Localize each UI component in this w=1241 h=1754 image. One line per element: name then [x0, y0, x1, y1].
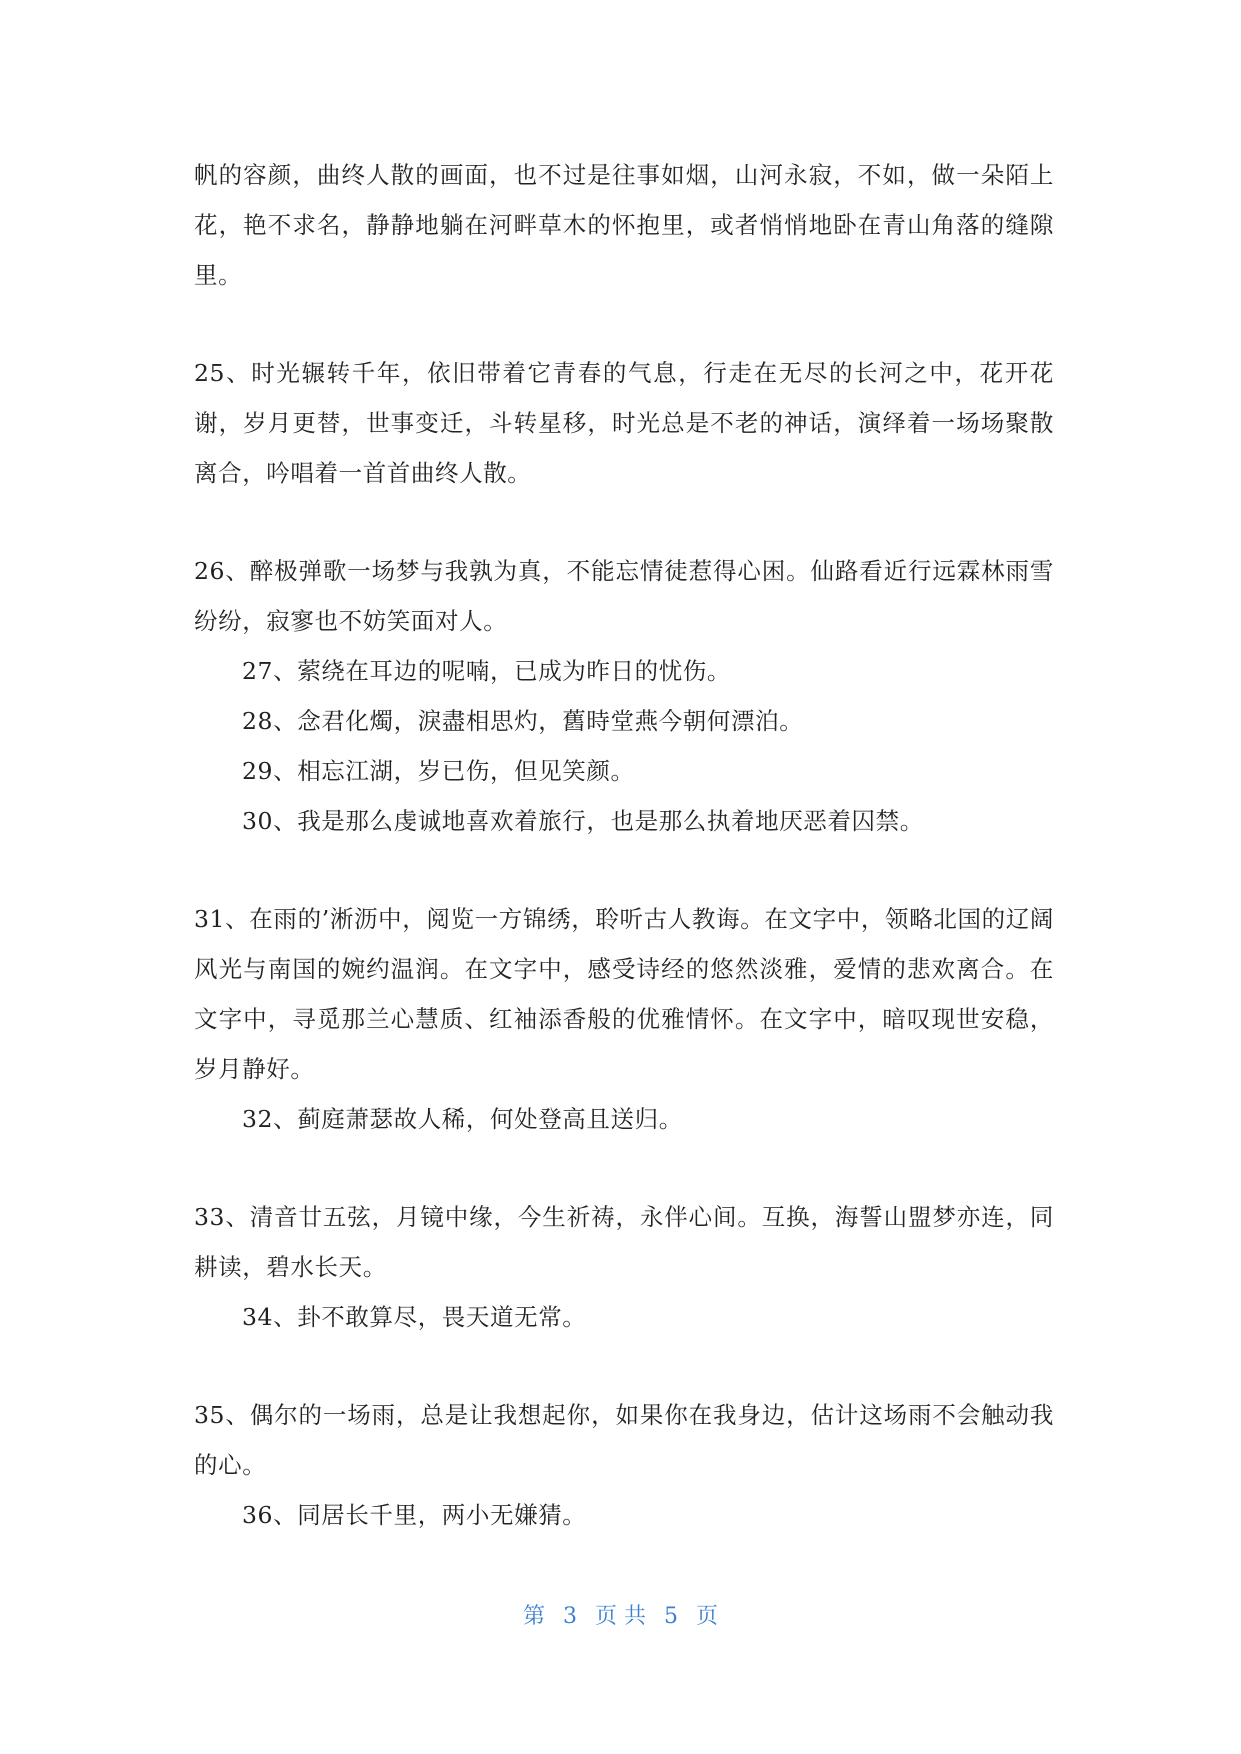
paragraph-32: 32、蓟庭萧瑟故人稀，何处登高且送归。	[242, 1105, 683, 1133]
footer-ye: 页	[696, 1604, 719, 1629]
paragraph-31: 31、在雨的’淅沥中，阅览一方锦绣，聆听古人教诲。在文字中，领略北国的辽阔风光与南国的婉约温润。在文字中，感受诗经的悠然淡雅，爱情的悲欢离合。在文字中，寻觅那兰心慧质、红袖添香般的优雅情怀。在文字中，暗叹现世安稳，岁月静好。	[194, 905, 1054, 1083]
document-body	[194, 150, 1054, 1540]
paragraph-28: 28、念君化燭，淚盡相思灼，舊時堂燕今朝何漂泊。	[242, 707, 804, 735]
paragraph-34: 34、卦不敢算尽，畏天道无常。	[242, 1303, 587, 1331]
paragraph-27: 27、萦绕在耳边的呢喃，已成为昨日的忧伤。	[242, 657, 732, 685]
paragraph-35: 35、偶尔的一场雨，总是让我想起你，如果你在我身边，估计这场雨不会触动我的心。	[194, 1401, 1054, 1479]
paragraph-25: 25、时光辗转千年，依旧带着它青春的气息，行走在无尽的长河之中，花开花谢，岁月更替，世事变迁，斗转星移，时光总是不老的神话，演绎着一场场聚散离合，吟唱着一首首曲终人散。	[194, 359, 1054, 487]
footer-total-pages: 5	[664, 1604, 678, 1629]
footer-ye-gong: 页 共	[595, 1604, 646, 1629]
paragraph-continuation: 帆的容颜，曲终人散的画面，也不过是往事如烟，山河永寂，不如，做一朵陌上花，艳不求名，静静地躺在河畔草木的怀抱里，或者悄悄地卧在青山角落的缝隙里。	[194, 161, 1054, 289]
footer-di: 第	[522, 1604, 545, 1629]
paragraph-30: 30、我是那么虔诚地喜欢着旅行，也是那么执着地厌恶着囚禁。	[242, 807, 924, 835]
paragraph-36: 36、同居长千里，两小无嫌猜。	[242, 1501, 587, 1529]
footer-current-page: 3	[563, 1604, 577, 1629]
paragraph-29: 29、相忘江湖，岁已伤，但见笑颜。	[242, 757, 635, 785]
paragraph-33: 33、清音廿五弦，月镜中缘，今生祈祷，永伴心间。互换，海誓山盟梦亦连，同耕读，碧水长天。	[194, 1203, 1054, 1281]
page-number-footer	[0, 1599, 1241, 1630]
paragraph-26: 26、醉极弹歌一场梦与我孰为真，不能忘情徒惹得心困。仙路看近行远霖林雨雪纷纷，寂寥也不妨笑面对人。	[194, 557, 1054, 635]
